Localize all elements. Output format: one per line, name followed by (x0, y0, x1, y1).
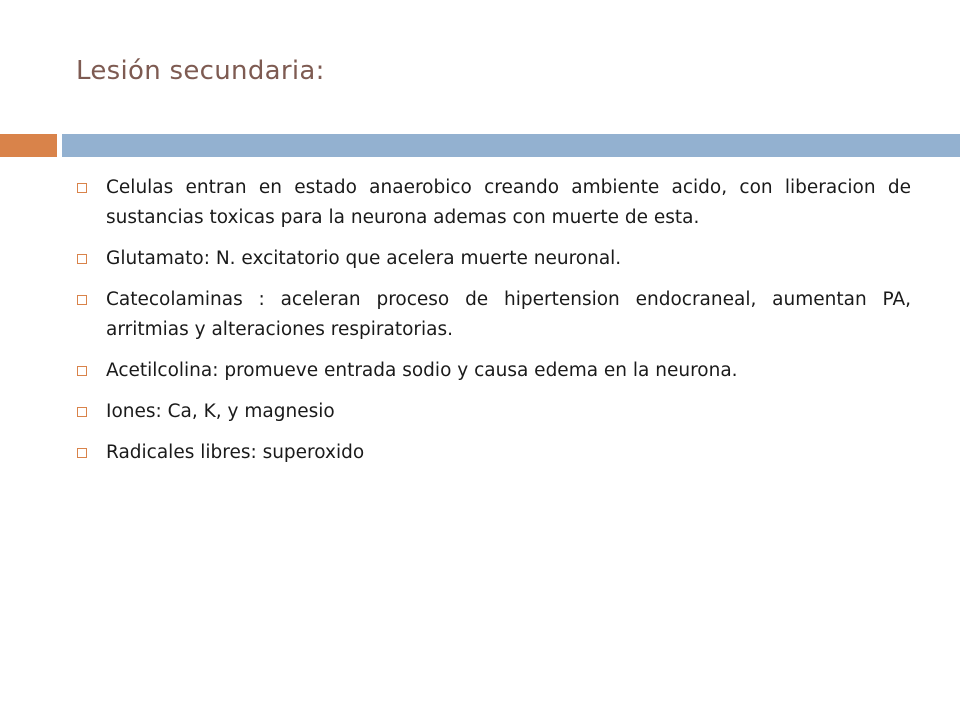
bullet-item (76, 397, 911, 427)
square-outline-icon (77, 366, 87, 376)
accent-band-orange (0, 134, 57, 157)
bullet-item (76, 438, 911, 468)
bullet-item (76, 173, 911, 233)
slide-title: Lesión secundaria: (76, 56, 325, 86)
square-outline-icon (77, 183, 87, 193)
bullet-item (76, 285, 911, 345)
square-outline-icon (77, 448, 87, 458)
bullet-text: Celulas entran en estado anaerobico creando ambiente acido, con liberacion de sustancias toxicas para la neurona ademas con muerte de esta. (106, 177, 911, 228)
bullet-item (76, 356, 911, 386)
square-outline-icon (77, 254, 87, 264)
bullet-text: Acetilcolina: promueve entrada sodio y causa edema en la neurona. (106, 360, 738, 381)
square-outline-icon (77, 407, 87, 417)
accent-band-blue (62, 134, 960, 157)
bullet-text: Glutamato: N. excitatorio que acelera muerte neuronal. (106, 248, 622, 269)
square-outline-icon (77, 295, 87, 305)
bullet-text: Catecolaminas : aceleran proceso de hipertension endocraneal, aumentan PA, arritmias y alteraciones respiratorias. (106, 289, 911, 340)
bullet-item (76, 244, 911, 274)
bullet-list (76, 173, 911, 479)
bullet-text: Radicales libres: superoxido (106, 442, 365, 463)
bullet-text: Iones: Ca, K, y magnesio (106, 401, 335, 422)
